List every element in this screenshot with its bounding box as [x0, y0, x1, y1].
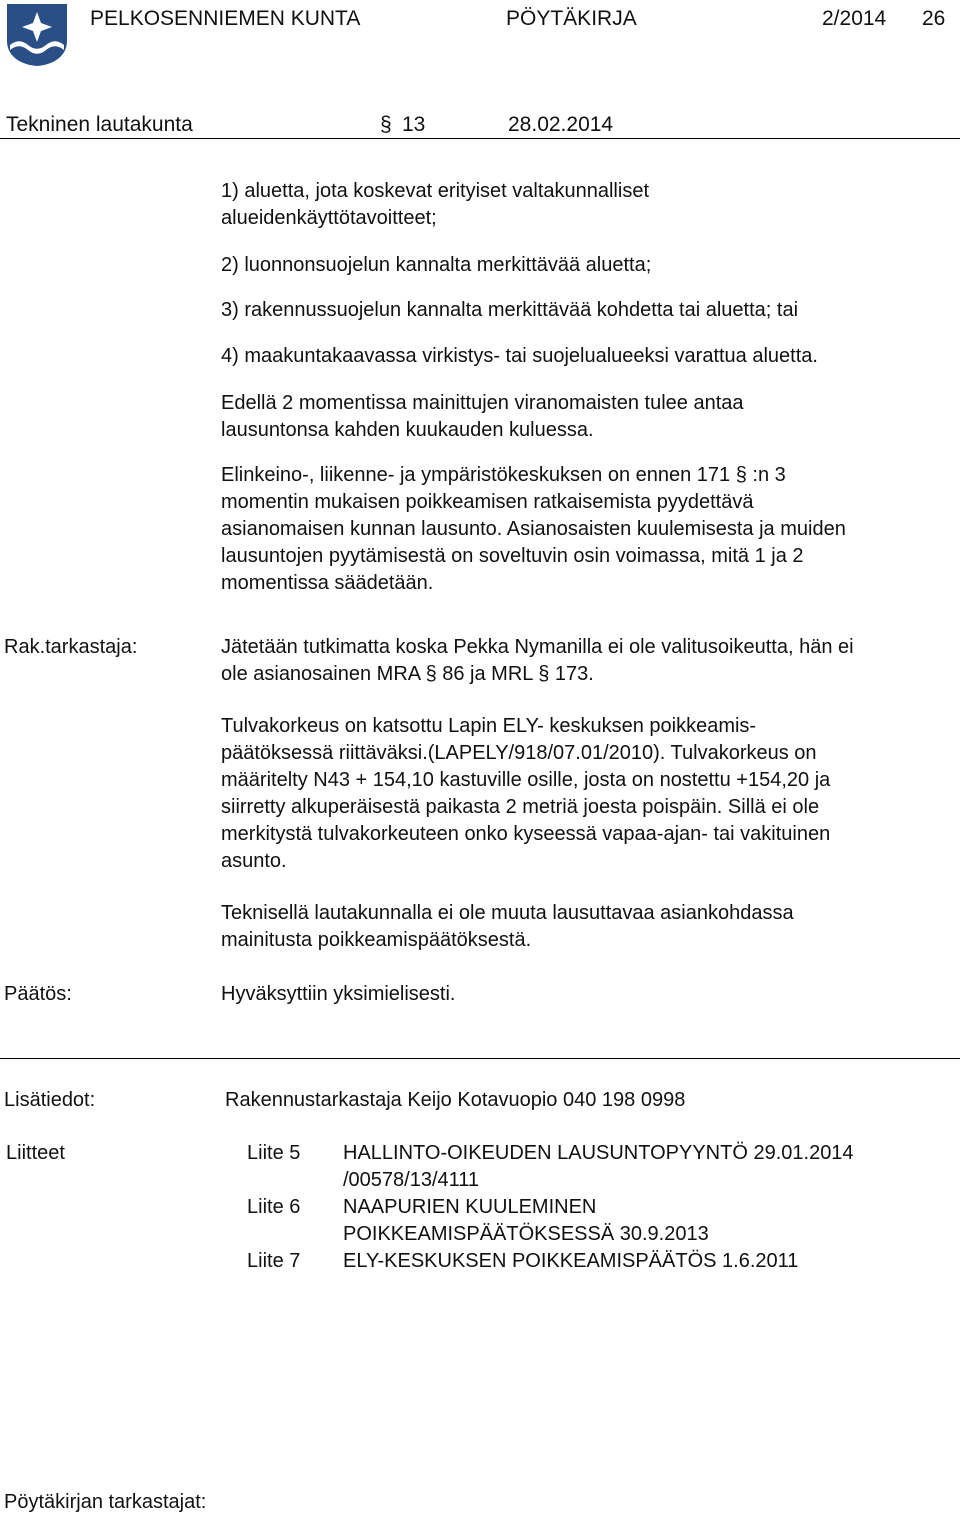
info-label: Lisätiedot: — [4, 1089, 96, 1111]
paragraph-line: merkitystä tulvakorkeuteen onko kyseessä vapaa-ajan- tai vakituinen — [221, 823, 831, 845]
committee-name: Tekninen lautakunta — [6, 113, 193, 136]
meeting-date: 28.02.2014 — [508, 113, 614, 136]
municipality-name: PELKOSENNIEMEN KUNTA — [90, 7, 361, 30]
ely-centre-paragraph — [221, 462, 960, 597]
document-type: PÖYTÄKIRJA — [506, 7, 637, 30]
attachment-title: /00578/13/4111 — [343, 1169, 480, 1191]
reviewers-label: Pöytäkirjan tarkastajat: — [4, 1491, 207, 1513]
attachments-label: Liitteet — [6, 1142, 65, 1164]
paragraph-line: Edellä 2 momentissa mainittujen viranomaisten tulee antaa — [221, 392, 744, 414]
list-item — [221, 343, 960, 370]
list-item-line: 1) aluetta, jota koskevat erityiset valtakunnalliset — [221, 180, 649, 202]
list-item-line: 2) luonnonsuojelun kannalta merkittävää aluetta; — [221, 254, 652, 276]
list-item — [221, 178, 960, 232]
list-item-line: 4) maakuntakaavassa virkistys- tai suojelualueeksi varattua aluetta. — [221, 345, 818, 367]
paragraph-line: päätöksessä riittäväksi.(LAPELY/918/07.01/2010). Tulvakorkeus on — [221, 742, 817, 764]
page-number: 26 — [922, 7, 946, 30]
paragraph-line: lausuntonsa kahden kuukauden kuluessa. — [221, 419, 594, 441]
paragraph-line: Tulvakorkeus on katsottu Lapin ELY- keskuksen poikkeamis- — [221, 715, 757, 737]
issue-number: 2/2014 — [822, 7, 887, 30]
list-item-line: alueidenkäyttötavoitteet; — [221, 207, 437, 229]
attachment-id: Liite 7 — [247, 1250, 301, 1272]
flood-level-paragraph — [221, 713, 960, 875]
decision-label: Päätös: — [4, 983, 72, 1005]
list-item — [221, 252, 960, 279]
paragraph-line: asunto. — [221, 850, 287, 872]
attachment-title: ELY-KESKUKSEN POIKKEAMISPÄÄTÖS 1.6.2011 — [343, 1250, 799, 1272]
statement-deadline-paragraph — [221, 390, 960, 444]
paragraph-line: lausuntojen pyytämisestä on soveltuvin osin voimassa, mitä 1 ja 2 — [221, 545, 804, 567]
contact-info: Rakennustarkastaja Keijo Kotavuopio 040 198 0998 — [225, 1089, 686, 1111]
section-number: 13 — [402, 113, 426, 136]
attachment-title: POIKKEAMISPÄÄTÖKSESSÄ 30.9.2013 — [343, 1223, 709, 1245]
committee-statement-paragraph — [221, 900, 960, 954]
list-item-line: 3) rakennussuojelun kannalta merkittävää kohdetta tai aluetta; tai — [221, 299, 799, 321]
paragraph-line: ole asianosainen MRA § 86 ja MRL § 173. — [221, 663, 594, 685]
attachment-title: NAAPURIEN KUULEMINEN — [343, 1196, 597, 1218]
paragraph-line: momentin mukaisen poikkeamisen ratkaisemista pyydettävä — [221, 491, 754, 513]
paragraph-line: siirretty alkuperäisestä paikasta 2 metriä joesta poispäin. Sillä ei ole — [221, 796, 820, 818]
paragraph-line: momentissa säädetään. — [221, 572, 434, 594]
section-mark: § — [380, 113, 392, 136]
paragraph-line: asianomaisen kunnan lausunto. Asianosaisten kuulemisesta ja muiden — [221, 518, 846, 540]
inspector-label: Rak.tarkastaja: — [4, 636, 138, 658]
paragraph-line: Elinkeino-, liikenne- ja ympäristökeskuksen on ennen 171 § :n 3 — [221, 464, 786, 486]
inspector-proposal-paragraph — [221, 634, 960, 688]
attachment-id: Liite 5 — [247, 1142, 301, 1164]
paragraph-line: mainitusta poikkeamispäätöksestä. — [221, 929, 532, 951]
decision-text: Hyväksyttiin yksimielisesti. — [221, 983, 456, 1005]
coat-of-arms-icon — [6, 3, 68, 67]
header-divider — [0, 138, 960, 139]
paragraph-line: Teknisellä lautakunnalla ei ole muuta lausuttavaa asiankohdassa — [221, 902, 794, 924]
paragraph-line: määritelty N43 + 154,10 kastuville osille, josta on nostettu +154,20 ja — [221, 769, 831, 791]
paragraph-line: Jätetään tutkimatta koska Pekka Nymanilla ei ole valitusoikeutta, hän ei — [221, 636, 854, 658]
attachment-title: HALLINTO-OIKEUDEN LAUSUNTOPYYNTÖ 29.01.2014 — [343, 1142, 854, 1164]
list-item — [221, 297, 960, 324]
attachment-id: Liite 6 — [247, 1196, 301, 1218]
decision-divider — [0, 1058, 960, 1059]
